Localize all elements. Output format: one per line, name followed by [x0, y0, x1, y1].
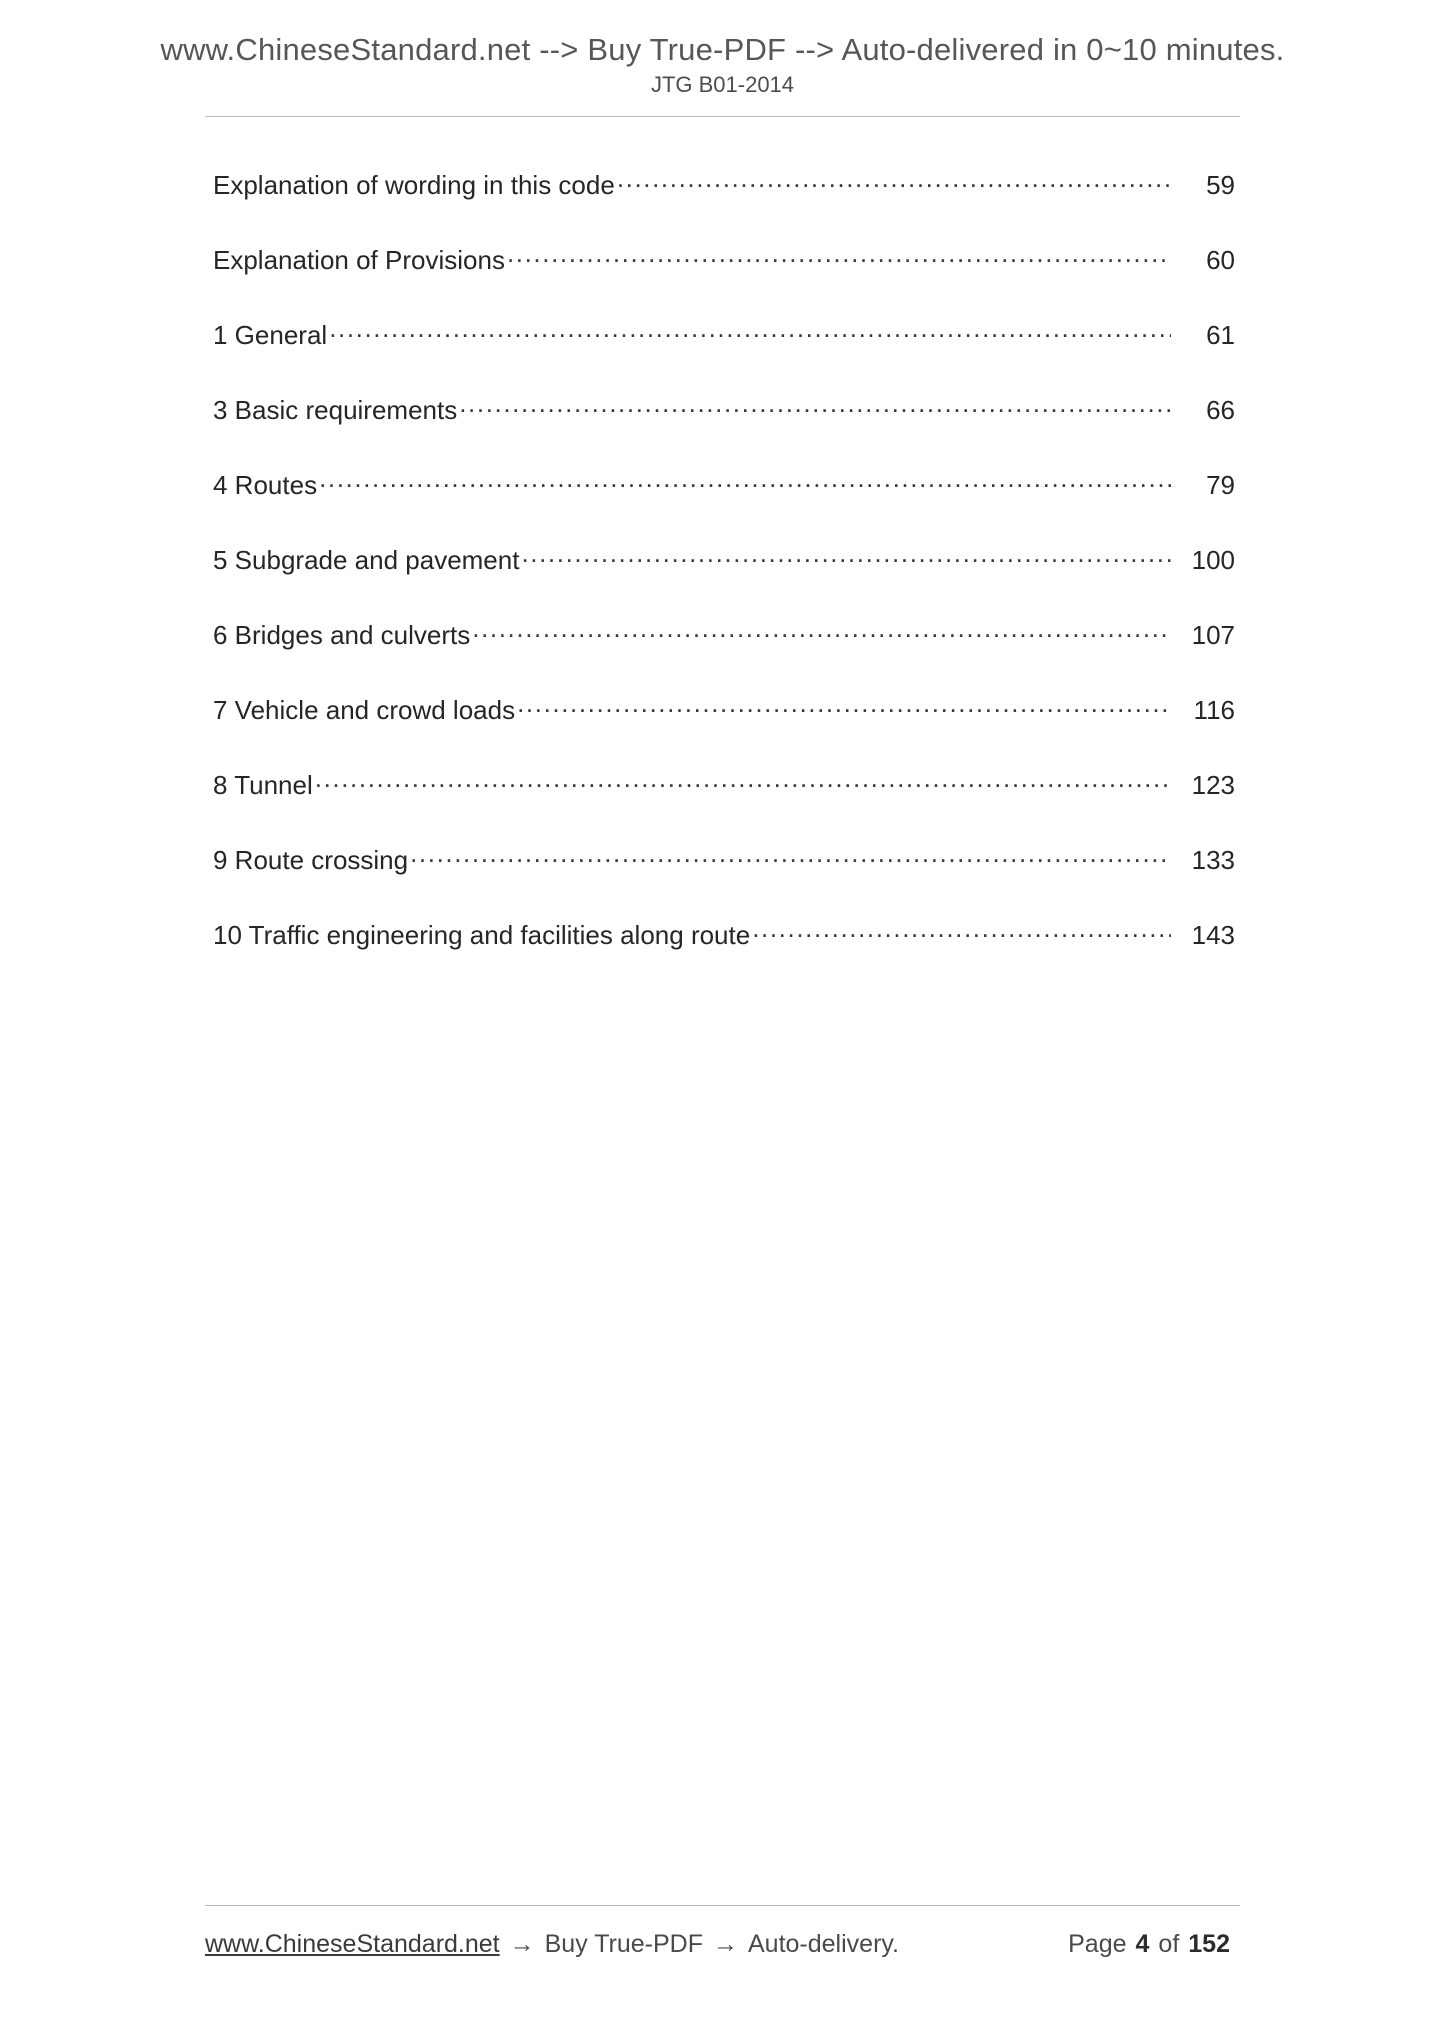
toc-entry-page: 59: [1206, 170, 1235, 200]
toc-leader-dots: [521, 543, 1171, 569]
toc-entry-title: 4 Routes: [213, 470, 318, 500]
toc-entry-title: 6 Bridges and culverts: [213, 620, 471, 650]
toc-entry[interactable]: [213, 843, 1235, 876]
toc-entry[interactable]: [213, 543, 1235, 576]
toc-entry-page: 116: [1193, 695, 1235, 725]
toc-entry-title: 5 Subgrade and pavement: [213, 545, 520, 575]
toc-entry[interactable]: [213, 393, 1235, 426]
toc-entry[interactable]: [213, 243, 1235, 276]
footer-site-link[interactable]: www.ChineseStandard.net: [205, 1930, 500, 1958]
arrow-right-icon: →: [713, 1930, 738, 1958]
toc-leader-dots: [315, 768, 1171, 794]
toc-entry-page: 60: [1206, 245, 1235, 275]
toc-entry-page: 100: [1191, 545, 1235, 575]
toc-leader-dots: [507, 243, 1171, 269]
header-divider: [205, 116, 1240, 117]
toc-leader-dots: [410, 843, 1171, 869]
toc-entry-page: 61: [1206, 320, 1235, 350]
toc-entry-page: 123: [1191, 770, 1235, 800]
toc-entry[interactable]: [213, 318, 1235, 351]
arrow-right-icon: →: [509, 1930, 535, 1958]
toc-entry-page: 66: [1206, 395, 1235, 425]
page-label: Page: [1068, 1930, 1127, 1958]
toc-entry-page: 143: [1191, 920, 1235, 950]
total-pages: 152: [1188, 1930, 1230, 1958]
footer-divider: [205, 1905, 1240, 1906]
toc-entry[interactable]: [213, 693, 1235, 726]
toc-entry-title: 1 General: [213, 320, 328, 350]
toc-entry-title: Explanation of Provisions: [213, 245, 505, 275]
toc-entry[interactable]: [213, 768, 1235, 801]
toc-entry[interactable]: [213, 168, 1235, 201]
toc-entry-page: 107: [1191, 620, 1235, 650]
toc-entry[interactable]: [213, 618, 1235, 651]
toc-entry-title: 7 Vehicle and crowd loads: [213, 695, 516, 725]
toc-leader-dots: [319, 468, 1171, 494]
footer-delivery-label: Auto-delivery.: [748, 1930, 899, 1958]
toc-entry-title: 9 Route crossing: [213, 845, 409, 875]
footer-buy-label: Buy True-PDF: [544, 1930, 703, 1958]
toc-leader-dots: [517, 693, 1171, 719]
toc-leader-dots: [472, 618, 1171, 644]
table-of-contents: [213, 168, 1235, 993]
toc-leader-dots: [617, 168, 1171, 194]
promo-banner: www.ChineseStandard.net --> Buy True-PDF --> Auto-delivered in 0~10 minutes.: [160, 32, 1285, 67]
toc-entry-title: 10 Traffic engineering and facilities along route: [213, 920, 751, 950]
footer-promo: [205, 1930, 899, 1959]
document-code: JTG B01-2014: [650, 72, 795, 97]
of-label: of: [1158, 1930, 1180, 1958]
toc-entry-title: 8 Tunnel: [213, 770, 313, 800]
toc-leader-dots: [459, 393, 1171, 419]
toc-entry[interactable]: [213, 468, 1235, 501]
footer-pagination: [1068, 1930, 1240, 1959]
toc-entry-title: Explanation of wording in this code: [213, 170, 615, 200]
toc-leader-dots: [752, 918, 1171, 944]
page-footer: [205, 1930, 1240, 1959]
toc-entry-title: 3 Basic requirements: [213, 395, 458, 425]
toc-entry-page: 79: [1206, 470, 1235, 500]
toc-entry-page: 133: [1191, 845, 1235, 875]
toc-entry[interactable]: [213, 918, 1235, 951]
toc-leader-dots: [329, 318, 1171, 344]
page-number: 4: [1135, 1930, 1150, 1958]
